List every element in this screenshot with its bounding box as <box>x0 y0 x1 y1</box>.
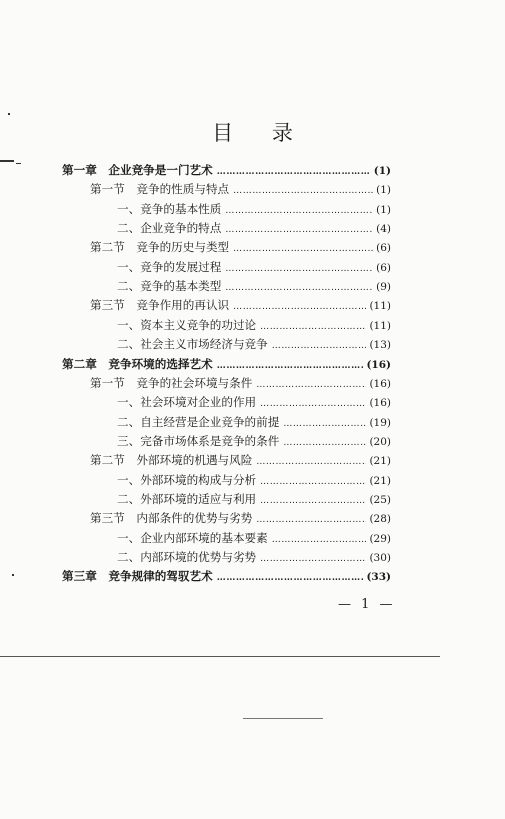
toc-entry-sub <box>117 257 391 277</box>
page-title: 目 录 <box>212 121 309 145</box>
scan-speck <box>8 113 10 115</box>
toc-entry-label: 第三节 竞争作用的再认识 <box>90 298 230 313</box>
toc-entry-page: (9) <box>376 281 391 294</box>
toc-entry-label: 一、企业内部环境的基本要素 <box>117 530 268 545</box>
page-number: — 1 — <box>338 597 396 612</box>
toc-entry-label: 一、外部环境的构成与分析 <box>117 472 257 487</box>
toc-entry-sub <box>117 218 391 238</box>
toc-entry-page: (4) <box>376 223 391 236</box>
toc-entry-sub <box>117 334 391 354</box>
toc-entry-page: (21) <box>369 474 391 487</box>
toc-entry-label: 一、竞争的发展过程 <box>117 259 222 274</box>
toc-entry-section <box>90 179 391 199</box>
toc-entry-sub <box>117 431 391 451</box>
toc-entry-page: (28) <box>369 513 391 526</box>
toc-entry-label: 二、社会主义市场经济与竞争 <box>117 337 268 352</box>
toc-entry-label: 第一节 竞争的社会环境与条件 <box>90 375 253 390</box>
toc-entry-chapter <box>62 354 391 374</box>
toc-entry-section <box>90 237 391 257</box>
toc-entry-page: (19) <box>369 416 391 429</box>
toc-entry-sub <box>117 315 391 335</box>
toc-entry-sub <box>117 392 391 412</box>
scan-mark <box>16 163 21 164</box>
toc-entry-sub <box>117 489 391 509</box>
toc-entry-page: (11) <box>369 319 391 332</box>
toc-entry-label: 二、内部环境的优势与劣势 <box>117 550 257 564</box>
toc-entry-page: (25) <box>369 493 391 506</box>
toc-entry-sub <box>117 547 391 567</box>
toc-entry-page: (16) <box>366 358 391 371</box>
toc-entry-sub <box>117 199 391 219</box>
scan-speck <box>12 574 14 576</box>
toc-entry-chapter <box>62 566 391 586</box>
toc-entry-sub <box>117 276 391 296</box>
toc-entry-page: (6) <box>376 242 391 255</box>
toc-entry-label: 第二节 外部环境的机遇与风险 <box>90 453 253 468</box>
toc-entry-label: 三、完备市场体系是竞争的条件 <box>117 433 280 448</box>
toc-entry-label: 二、企业竞争的特点 <box>117 221 222 236</box>
toc-entry-page: (33) <box>366 571 391 584</box>
scan-divider-line <box>0 656 440 657</box>
toc-entry-page: (1) <box>376 184 391 197</box>
toc-entry-label: 二、外部环境的适应与利用 <box>117 491 257 506</box>
toc-entry-label: 第一章 企业竞争是一门艺术 <box>62 163 213 177</box>
toc-entry-page: (13) <box>369 339 391 352</box>
toc-entry-page: (21) <box>369 455 391 468</box>
toc-entry-page: (1) <box>373 165 391 177</box>
toc-entry-label: 第一节 竞争的性质与特点 <box>90 182 230 197</box>
toc-entry-section <box>90 373 391 393</box>
toc-entry-page: (1) <box>376 203 391 216</box>
toc-entry-label: 第三节 内部条件的优势与劣势 <box>90 511 253 526</box>
toc-entry-page: (6) <box>376 261 391 274</box>
toc-leader-dots <box>217 568 364 588</box>
toc-entry-sub <box>117 412 391 432</box>
toc-entry-label: 二、竞争的基本类型 <box>117 279 222 294</box>
toc-entry-label: 第三章 竞争规律的驾驭艺术 <box>62 569 213 584</box>
scan-divider-line-short <box>243 718 323 719</box>
toc-entry-page: (20) <box>369 435 391 448</box>
toc-entry-sub <box>117 528 391 548</box>
toc-entry-label: 第二节 竞争的历史与类型 <box>90 240 230 255</box>
toc-entry-chapter <box>62 160 391 180</box>
toc-entry-label: 一、竞争的基本性质 <box>117 201 222 216</box>
toc-entry-section <box>90 450 391 470</box>
toc-entry-page: (11) <box>369 300 391 313</box>
toc-entry-page: (16) <box>369 397 391 410</box>
toc-entry-section <box>90 295 391 315</box>
toc-entry-section <box>90 508 391 528</box>
toc-entry-label: 一、社会环境对企业的作用 <box>117 395 257 410</box>
toc-entry-label: 第二章 竞争环境的选择艺术 <box>62 356 213 371</box>
toc-entry-page: (30) <box>369 552 391 564</box>
toc-entry-page: (29) <box>369 532 391 545</box>
toc-entry-sub <box>117 470 391 490</box>
toc-entry-page: (16) <box>369 377 391 390</box>
toc-entry-label: 一、资本主义竞争的功过论 <box>117 317 257 332</box>
toc-entry-label: 二、自主经营是企业竞争的前提 <box>117 414 280 429</box>
scan-mark <box>0 160 14 162</box>
